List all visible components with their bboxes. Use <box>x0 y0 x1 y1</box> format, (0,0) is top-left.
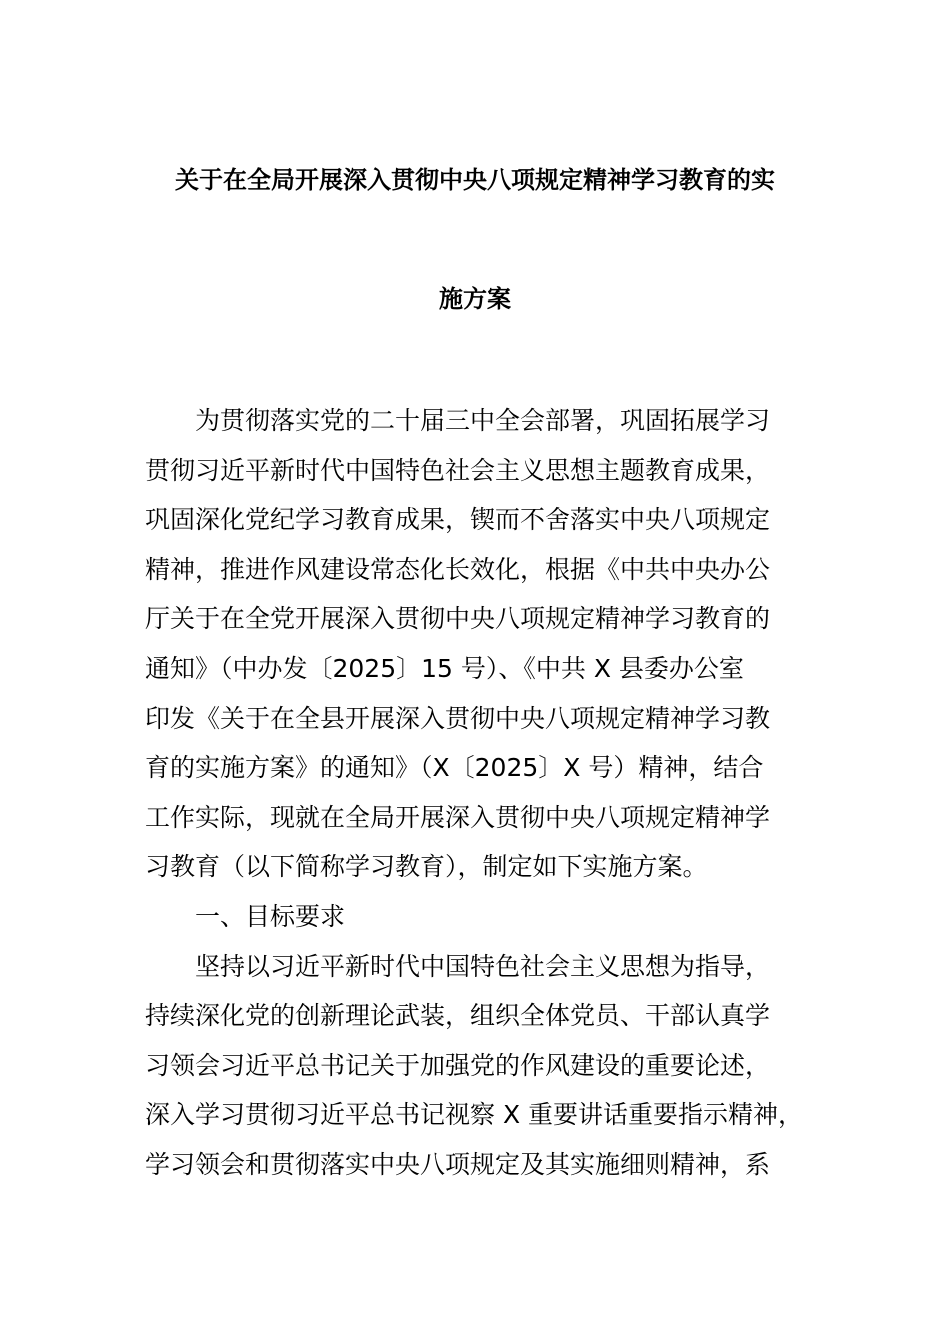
paragraph-line: 工作实际，现就在全局开展深入贯彻中央八项规定精神学 <box>145 802 771 832</box>
paragraph-line: 育的实施方案》的通知》（X〔2025〕X 号）精神，结合 <box>145 753 764 783</box>
paragraph-line: 通知》（中办发〔2025〕15 号）、《中共 X 县委办公室 <box>145 653 744 683</box>
paragraph-line: 贯彻习近平新时代中国特色社会主义思想主题教育成果， <box>145 455 771 485</box>
paragraph-line: 深入学习贯彻习近平总书记视察 X 重要讲话重要指示精神， <box>145 1100 804 1130</box>
paragraph-line: 厅关于在全党开展深入贯彻中央八项规定精神学习教育的 <box>145 604 771 634</box>
paragraph-line: 精神，推进作风建设常态化长效化，根据《中共中央办公 <box>145 554 771 584</box>
paragraph-line: 习教育（以下简称学习教育），制定如下实施方案。 <box>145 852 708 882</box>
document-body <box>145 403 845 1197</box>
paragraph-line: 学习领会和贯彻落实中央八项规定及其实施细则精神，系 <box>145 1149 771 1179</box>
document-title-line-1: 关于在全局开展深入贯彻中央八项规定精神学习教育的实 <box>175 166 775 194</box>
paragraph-line: 为贯彻落实党的二十届三中全会部署，巩固拓展学习 <box>195 406 771 435</box>
paragraph-line: 持续深化党的创新理论武装，组织全体党员、干部认真学 <box>145 1001 771 1031</box>
paragraph-line: 习领会习近平总书记关于加强党的作风建设的重要论述， <box>145 1050 771 1080</box>
section-heading: 一、目标要求 <box>195 901 346 931</box>
paragraph-line: 巩固深化党纪学习教育成果，锲而不舍落实中央八项规定 <box>145 505 771 535</box>
document-title-line-2: 施方案 <box>439 285 511 313</box>
paragraph-line: 印发《关于在全县开展深入贯彻中央八项规定精神学习教 <box>145 703 771 733</box>
paragraph-line: 坚持以习近平新时代中国特色社会主义思想为指导， <box>195 951 771 981</box>
